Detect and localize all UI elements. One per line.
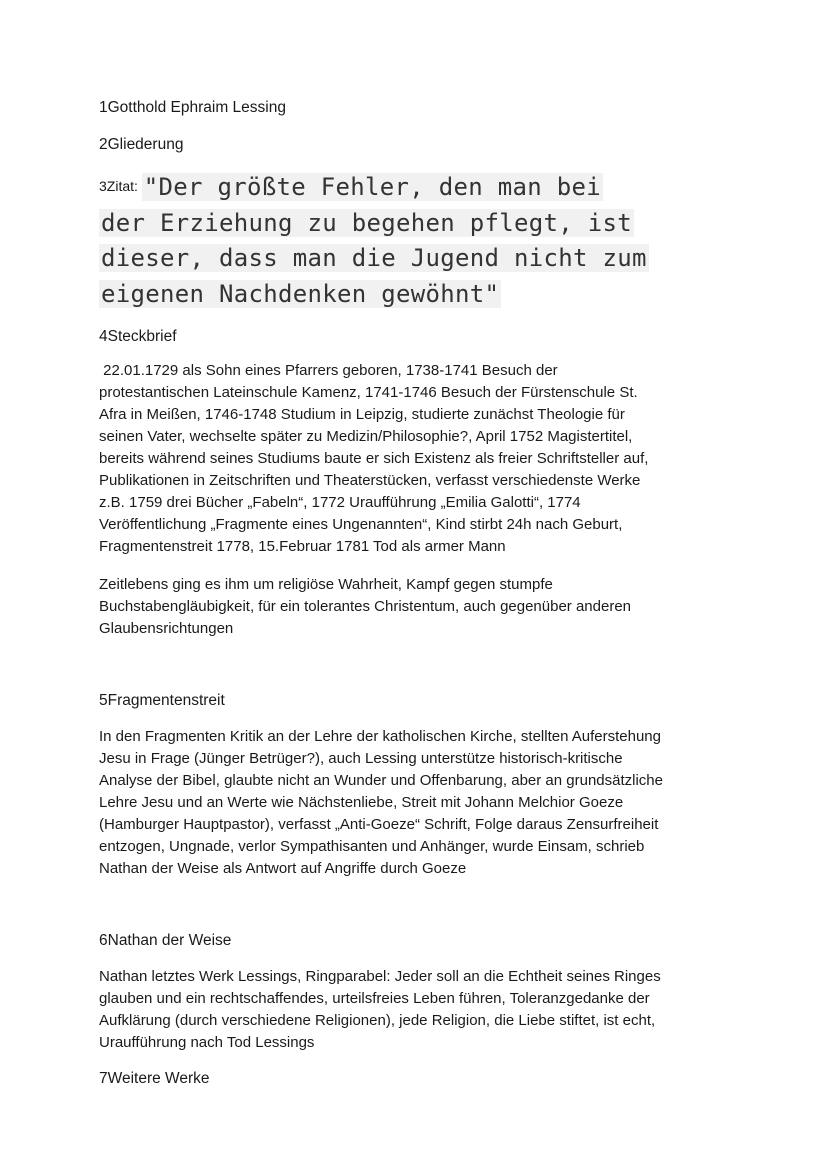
heading-steckbrief: 4Steckbrief [99,328,177,345]
text-line: Fragmentenstreit 1778, 15.Februar 1781 Tod als armer Mann [99,538,506,555]
quote-prefix: 3Zitat: [99,178,142,194]
heading-fragmentenstreit: 5Fragmentenstreit [99,692,225,709]
text-line: Lehre Jesu und an Werte wie Nächstenliebe, Streit mit Johann Melchior Goeze [99,794,624,811]
paragraph-fragmentenstreit [99,726,739,880]
text-line: Nathan letztes Werk Lessings, Ringparabel: Jeder soll an die Echtheit seines Ringes [99,968,661,985]
text-line: Glaubensrichtungen [99,620,234,637]
quote-line: der Erziehung zu begehen pflegt, ist [101,208,632,237]
text-line: bereits während seines Studiums baute er sich Existenz als freier Schriftsteller auf, [99,450,649,467]
quote-block [99,170,719,312]
heading-gliederung: 2Gliederung [99,136,184,153]
text-line: Nathan der Weise als Antwort auf Angriffe durch Goeze [99,860,467,877]
text-line: glauben und ein rechtschaffendes, urteilsfreies Leben führen, Toleranzgedanke der [99,990,650,1007]
quote-line: "Der größte Fehler, den man bei [143,173,602,201]
heading-weitere-werke: 7Weitere Werke [99,1070,210,1087]
text-line: entzogen, Ungnade, verlor Sympathisanten und Anhänger, wurde Einsam, schrieb [99,838,645,855]
text-line: 22.01.1729 als Sohn eines Pfarrers geboren, 1738-1741 Besuch der [99,362,558,379]
text-line: Afra in Meißen, 1746-1748 Studium in Leipzig, studierte zunächst Theologie für [99,406,625,423]
quote-line: eigenen Nachdenken gewöhnt" [101,279,500,308]
paragraph-nathan [99,966,739,1054]
heading-lessing: 1Gotthold Ephraim Lessing [99,99,286,116]
quote-text [99,173,649,308]
text-line: protestantischen Lateinschule Kamenz, 1741-1746 Besuch der Fürstenschule St. [99,384,638,401]
paragraph-zeitlebens [99,574,739,640]
text-line: Veröffentlichung „Fragmente eines Ungenannten“, Kind stirbt 24h nach Geburt, [99,516,623,533]
text-line: Jesu in Frage (Jünger Betrüger?), auch Lessing unterstütze historisch-kritische [99,750,623,767]
heading-nathan: 6Nathan der Weise [99,932,232,949]
text-line: Buchstabengläubigkeit, für ein tolerantes Christentum, auch gegenüber anderen [99,598,632,615]
text-line: seinen Vater, wechselte später zu Medizin/Philosophie?, April 1752 Magistertitel, [99,428,633,445]
text-line: Aufklärung (durch verschiedene Religionen), jede Religion, die Liebe stiftet, ist echt, [99,1012,656,1029]
text-line: (Hamburger Hauptpastor), verfasst „Anti-Goeze“ Schrift, Folge daraus Zensurfreiheit [99,816,659,833]
text-line: Uraufführung nach Tod Lessings [99,1034,315,1051]
text-line: In den Fragmenten Kritik an der Lehre der katholischen Kirche, stellten Auferstehung [99,728,661,745]
paragraph-steckbrief [99,360,739,558]
quote-line: dieser, dass man die Jugend nicht zum [101,244,647,272]
text-line: Zeitlebens ging es ihm um religiöse Wahrheit, Kampf gegen stumpfe [99,576,553,593]
text-line: Analyse der Bibel, glaubte nicht an Wunder und Offenbarung, aber an grundsätzliche [99,772,663,789]
text-line: z.B. 1759 drei Bücher „Fabeln“, 1772 Uraufführung „Emilia Galotti“, 1774 [99,494,581,511]
text-line: Publikationen in Zeitschriften und Theaterstücken, verfasst verschiedenste Werke [99,472,641,489]
